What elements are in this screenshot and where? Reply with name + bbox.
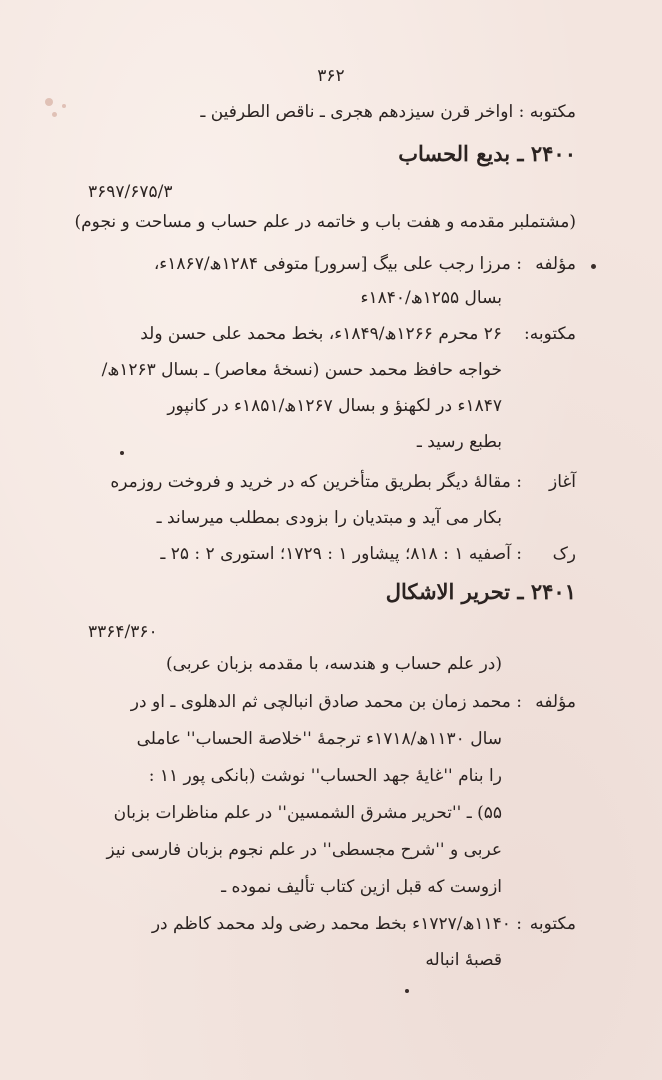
entry-2401-copy-line: قصبهٔ انباله: [425, 950, 502, 970]
entry-2400-incipit-line: : مقالهٔ دیگر بطریق متأخرین که در خرید و فروخت روزمره: [110, 472, 522, 492]
entry-2401-description: (در علم حساب و هندسه، با مقدمه بزبان عربی): [166, 654, 502, 674]
entry-2400-copy-line: ۲۶ محرم ۱۲۶۶ھ/۱۸۴۹ء، بخط محمد علی حسن ولد: [140, 324, 502, 344]
entry-2400-incipit-line: بکار می آید و مبتدیان را بزودی بمطلب میرساند ـ: [156, 508, 502, 528]
entry-2400-author-label: مؤلفه: [535, 254, 576, 274]
entry-2400-copy-line: ۱۸۴۷ء در لکھنؤ و بسال ۱۲۶۷ھ/۱۸۵۱ء در کانپور: [167, 396, 502, 416]
entry-2400-author-line: : مرزا رجب علی بیگ [سرور] متوفی ۱۲۸۴ھ/۱۸۶۷ء،: [153, 254, 522, 274]
prev-entry-line: [200, 100, 576, 124]
entry-2400-incipit-label: آغاز: [548, 472, 576, 492]
entry-2401-heading: ۲۴۰۱ ـ تحریر الاشکال: [385, 579, 576, 604]
page-stain: [62, 104, 66, 108]
entry-2400-ref: ۳۶۹۷/۶۷۵/۳: [88, 182, 173, 202]
entry-2401-author-line: عربی و ''شرح مجسطی'' در علم نجوم بزبان فارسی نیز: [106, 840, 502, 860]
stray-dot: [120, 451, 124, 455]
page-number: ۳۶۲: [317, 66, 345, 86]
entry-2401-copy-label: مکتوبه: [529, 914, 576, 934]
entry-2400-description: (مشتملبر مقدمه و هفت باب و خاتمه در علم حساب و مساحت و نجوم): [74, 212, 576, 232]
page-stain: [52, 112, 57, 117]
entry-2401-copy-line: : ۱۱۴۰ھ/۱۷۲۷ء بخط محمد رضی ولد محمد کاظم در: [151, 914, 522, 934]
entry-2400-copy-label: مکتوبه:: [524, 324, 576, 344]
entry-2401-author-line: را بنام ''غایهٔ جهد الحساب'' نوشت (بانکی پور ۱۱ :: [148, 766, 502, 786]
entry-2401-author-line: ۵۵) ـ ''تحریر مشرق الشمسین'' در علم مناظرات بزبان: [113, 803, 502, 823]
entry-2400-rak-line: : آصفیه ۱ : ۸۱۸؛ پیشاور ۱ : ۱۷۲۹؛ استوری ۲ : ۲۵ ـ: [160, 544, 522, 564]
entry-2401-author-line: : محمد زمان بن محمد صادق انبالچی ثم الدهلوی ـ او در: [130, 692, 522, 712]
entry-2401-author-label: مؤلفه: [535, 692, 576, 712]
entry-2401-ref: ۳۳۶۴/۳۶۰: [88, 622, 158, 642]
entry-2401-author-line: سال ۱۱۳۰ھ/۱۷۱۸ء ترجمهٔ ''خلاصة الحساب'' عاملی: [136, 729, 502, 749]
entry-2401-author-line: ازوست که قبل ازین کتاب تألیف نموده ـ: [221, 877, 502, 897]
entry-2400-author-line: بسال ۱۲۵۵ھ/۱۸۴۰ء: [360, 288, 502, 308]
entry-2400-copy-line: خواجه حافظ محمد حسن (نسخهٔ معاصر) ـ بسال ۱۲۶۳ھ/: [101, 360, 502, 380]
entry-2400-copy-line: بطبع رسید ـ: [416, 432, 502, 452]
page-stain: [45, 98, 53, 106]
entry-2400-rak-label: رک: [552, 544, 576, 564]
prev-entry-text: : اواخر قرن سیزدهم هجری ـ ناقص الطرفین ـ: [200, 102, 525, 122]
entry-2400-heading: ۲۴۰۰ ـ بدیع الحساب: [398, 141, 576, 166]
stray-dot: [405, 989, 409, 993]
margin-dot: [591, 264, 596, 269]
prev-entry-label: مکتوبه: [529, 102, 576, 122]
